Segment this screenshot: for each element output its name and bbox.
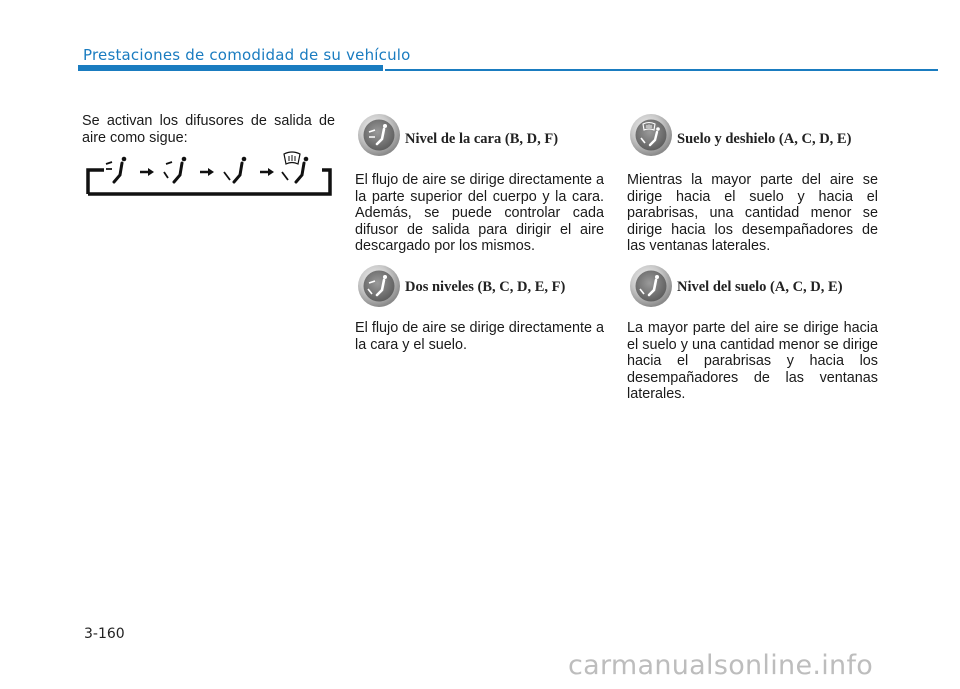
page-number: 3-160	[84, 626, 125, 642]
mode-text-face: El flujo de aire se dirige directamente a la parte superior del cuerpo y la cara. Además, se puede controlar cada difusor de salida para dirigir el aire descargado por los mismos.	[355, 172, 604, 254]
watermark: carmanualsonline.info	[568, 650, 874, 681]
floor-defrost-vent-icon	[629, 113, 673, 157]
vent-sequence-strip	[84, 150, 334, 198]
bi-level-vent-icon	[164, 157, 186, 182]
mode-text-floor: La mayor parte del aire se dirige hacia el suelo y una cantidad menor se dirige hacia el parabrisas y hacia los desempañadores de las ventanas laterales.	[627, 320, 878, 402]
floor-defrost-vent-icon	[282, 152, 308, 182]
mode-heading-floor-defrost: Suelo y deshielo (A, C, D, E)	[677, 131, 852, 147]
intro-text: Se activan los difusores de salida de aire como sigue:	[82, 113, 335, 146]
sequence-arrow	[200, 168, 214, 176]
mode-heading-floor: Nivel del suelo (A, C, D, E)	[677, 279, 843, 295]
sequence-arrow	[260, 168, 274, 176]
bi-level-vent-icon	[357, 264, 401, 308]
header-rule-thick	[78, 65, 383, 71]
mode-heading-face: Nivel de la cara (B, D, F)	[405, 131, 559, 147]
floor-vent-icon	[629, 264, 673, 308]
sequence-arrow	[140, 168, 154, 176]
face-vent-icon	[106, 157, 126, 182]
mode-text-floor-defrost: Mientras la mayor parte del aire se dirige hacia el suelo y hacia el parabrisas, una cantidad menor se dirige hacia los desempañadores de las ventanas laterales.	[627, 172, 878, 254]
mode-text-bi-level: El flujo de aire se dirige directamente a la cara y el suelo.	[355, 320, 604, 353]
section-header: Prestaciones de comodidad de su vehículo	[83, 46, 411, 64]
floor-vent-icon	[224, 157, 246, 182]
header-rule-thin	[385, 69, 938, 71]
face-vent-icon	[357, 113, 401, 157]
mode-heading-bi-level: Dos niveles (B, C, D, E, F)	[405, 279, 566, 295]
